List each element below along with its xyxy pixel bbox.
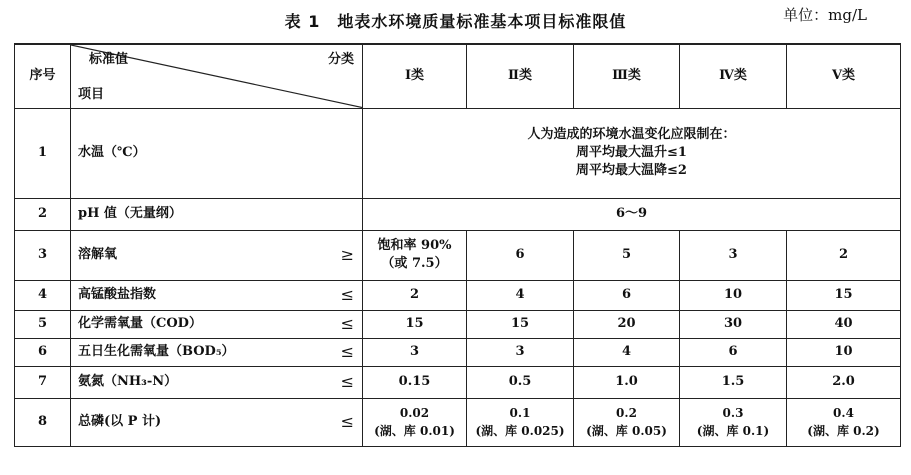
- table-row: [15, 366, 901, 398]
- value-line: 饱和率 90%: [377, 238, 452, 253]
- value-cell: 2: [787, 230, 901, 280]
- header-row: [15, 44, 901, 108]
- value-cell: 6: [574, 280, 680, 310]
- value-cell: 15: [787, 280, 901, 310]
- row-number: 7: [15, 366, 71, 398]
- comparison-symbol: ≤: [340, 285, 354, 304]
- value-line: (湖、库 0.01): [374, 424, 455, 438]
- row-number: 6: [15, 338, 71, 366]
- comparison-symbol: ≥: [340, 245, 354, 264]
- table-row: [15, 398, 901, 446]
- value-cell: 40: [787, 310, 901, 338]
- comparison-symbol: ≤: [340, 372, 354, 391]
- header-class-3: Ⅲ类: [574, 44, 680, 108]
- value-cell: 5: [574, 230, 680, 280]
- value-line: 0.1: [509, 406, 531, 420]
- comparison-symbol: ≤: [340, 342, 354, 361]
- value-cell: 0.5: [467, 366, 574, 398]
- row-number: 4: [15, 280, 71, 310]
- value-cell: 4: [574, 338, 680, 366]
- table-row: [15, 338, 901, 366]
- comparison-symbol: ≤: [340, 412, 354, 431]
- comparison-symbol: ≤: [340, 314, 354, 333]
- header-category: 分类: [327, 52, 354, 67]
- merged-line: 周平均最大温降≤2: [576, 163, 687, 178]
- table-row: [15, 230, 901, 280]
- value-cell: [574, 398, 680, 446]
- merged-line: 人为造成的环境水温变化应限制在：: [527, 127, 736, 142]
- row-item: [71, 280, 363, 310]
- value-line: 0.4: [833, 406, 854, 420]
- row-item-label: 总磷(以 P 计): [78, 414, 162, 429]
- value-cell: 10: [787, 338, 901, 366]
- unit-label: 单位：mg/L: [783, 6, 867, 24]
- table-row: [15, 198, 901, 230]
- value-cell: 0.15: [363, 366, 467, 398]
- value-cell: [680, 398, 787, 446]
- value-cell: 2.0: [787, 366, 901, 398]
- row-item: [71, 398, 363, 446]
- value-cell: 4: [467, 280, 574, 310]
- value-line: 0.3: [722, 406, 744, 420]
- row-item: [71, 310, 363, 338]
- value-line: (湖、库 0.1): [696, 424, 770, 438]
- value-cell: [467, 398, 574, 446]
- value-line: （或 7.5）: [381, 256, 448, 271]
- value-cell: 3: [680, 230, 787, 280]
- row-item-label: 化学需氧量（COD）: [78, 316, 202, 331]
- header-class-1: Ⅰ类: [363, 44, 467, 108]
- row-item: [71, 108, 363, 198]
- row-item: [71, 366, 363, 398]
- header-seq: 序号: [15, 44, 71, 108]
- header-item: 项目: [78, 86, 105, 102]
- value-line: (湖、库 0.025): [475, 424, 565, 438]
- row-item-label: 水温（℃）: [78, 145, 146, 160]
- value-line: 0.02: [399, 406, 430, 420]
- row-number: 3: [15, 230, 71, 280]
- value-cell: 20: [574, 310, 680, 338]
- row-item-label: 五日生化需氧量（BOD₅）: [78, 344, 235, 359]
- row-item: [71, 230, 363, 280]
- table-row: [15, 108, 901, 198]
- value-cell: 10: [680, 280, 787, 310]
- row-number: 5: [15, 310, 71, 338]
- value-cell: 3: [467, 338, 574, 366]
- value-cell: 1.0: [574, 366, 680, 398]
- value-cell: 1.5: [680, 366, 787, 398]
- row-item-label: pH 值（无量纲）: [78, 206, 182, 221]
- value-cell: 15: [467, 310, 574, 338]
- value-cell: 6: [467, 230, 574, 280]
- row-item-label: 氨氮（NH₃-N）: [78, 374, 178, 389]
- value-line: (湖、库 0.05): [586, 424, 667, 438]
- value-cell: 30: [680, 310, 787, 338]
- row-item: [71, 198, 363, 230]
- row-item-label: 溶解氧: [78, 247, 118, 262]
- value-cell: [363, 398, 467, 446]
- table-row: [15, 280, 901, 310]
- value-cell: 15: [363, 310, 467, 338]
- value-cell: [363, 230, 467, 280]
- value-cell: 6: [680, 338, 787, 366]
- value-cell: [787, 398, 901, 446]
- value-cell: 2: [363, 280, 467, 310]
- merged-cell: 6～9: [363, 198, 901, 230]
- header-class-5: Ⅴ类: [787, 44, 901, 108]
- table-title: 表 1 地表水环境质量标准基本项目标准限值: [284, 12, 627, 31]
- row-number: 8: [15, 398, 71, 446]
- header-diagonal-cell: [71, 44, 363, 108]
- table-row: [15, 310, 901, 338]
- row-number: 1: [15, 108, 71, 198]
- merged-cell: [363, 108, 901, 198]
- value-cell: 3: [363, 338, 467, 366]
- row-item: [71, 338, 363, 366]
- row-number: 2: [15, 198, 71, 230]
- header-class-2: Ⅱ类: [467, 44, 574, 108]
- row-item-label: 高锰酸盐指数: [78, 287, 157, 302]
- merged-line: 周平均最大温升≤1: [576, 145, 687, 160]
- standards-table: [14, 43, 901, 447]
- value-line: (湖、库 0.2): [807, 424, 880, 438]
- header-standard: 标准值: [89, 52, 129, 67]
- header-class-4: Ⅳ类: [680, 44, 787, 108]
- value-line: 0.2: [616, 406, 637, 420]
